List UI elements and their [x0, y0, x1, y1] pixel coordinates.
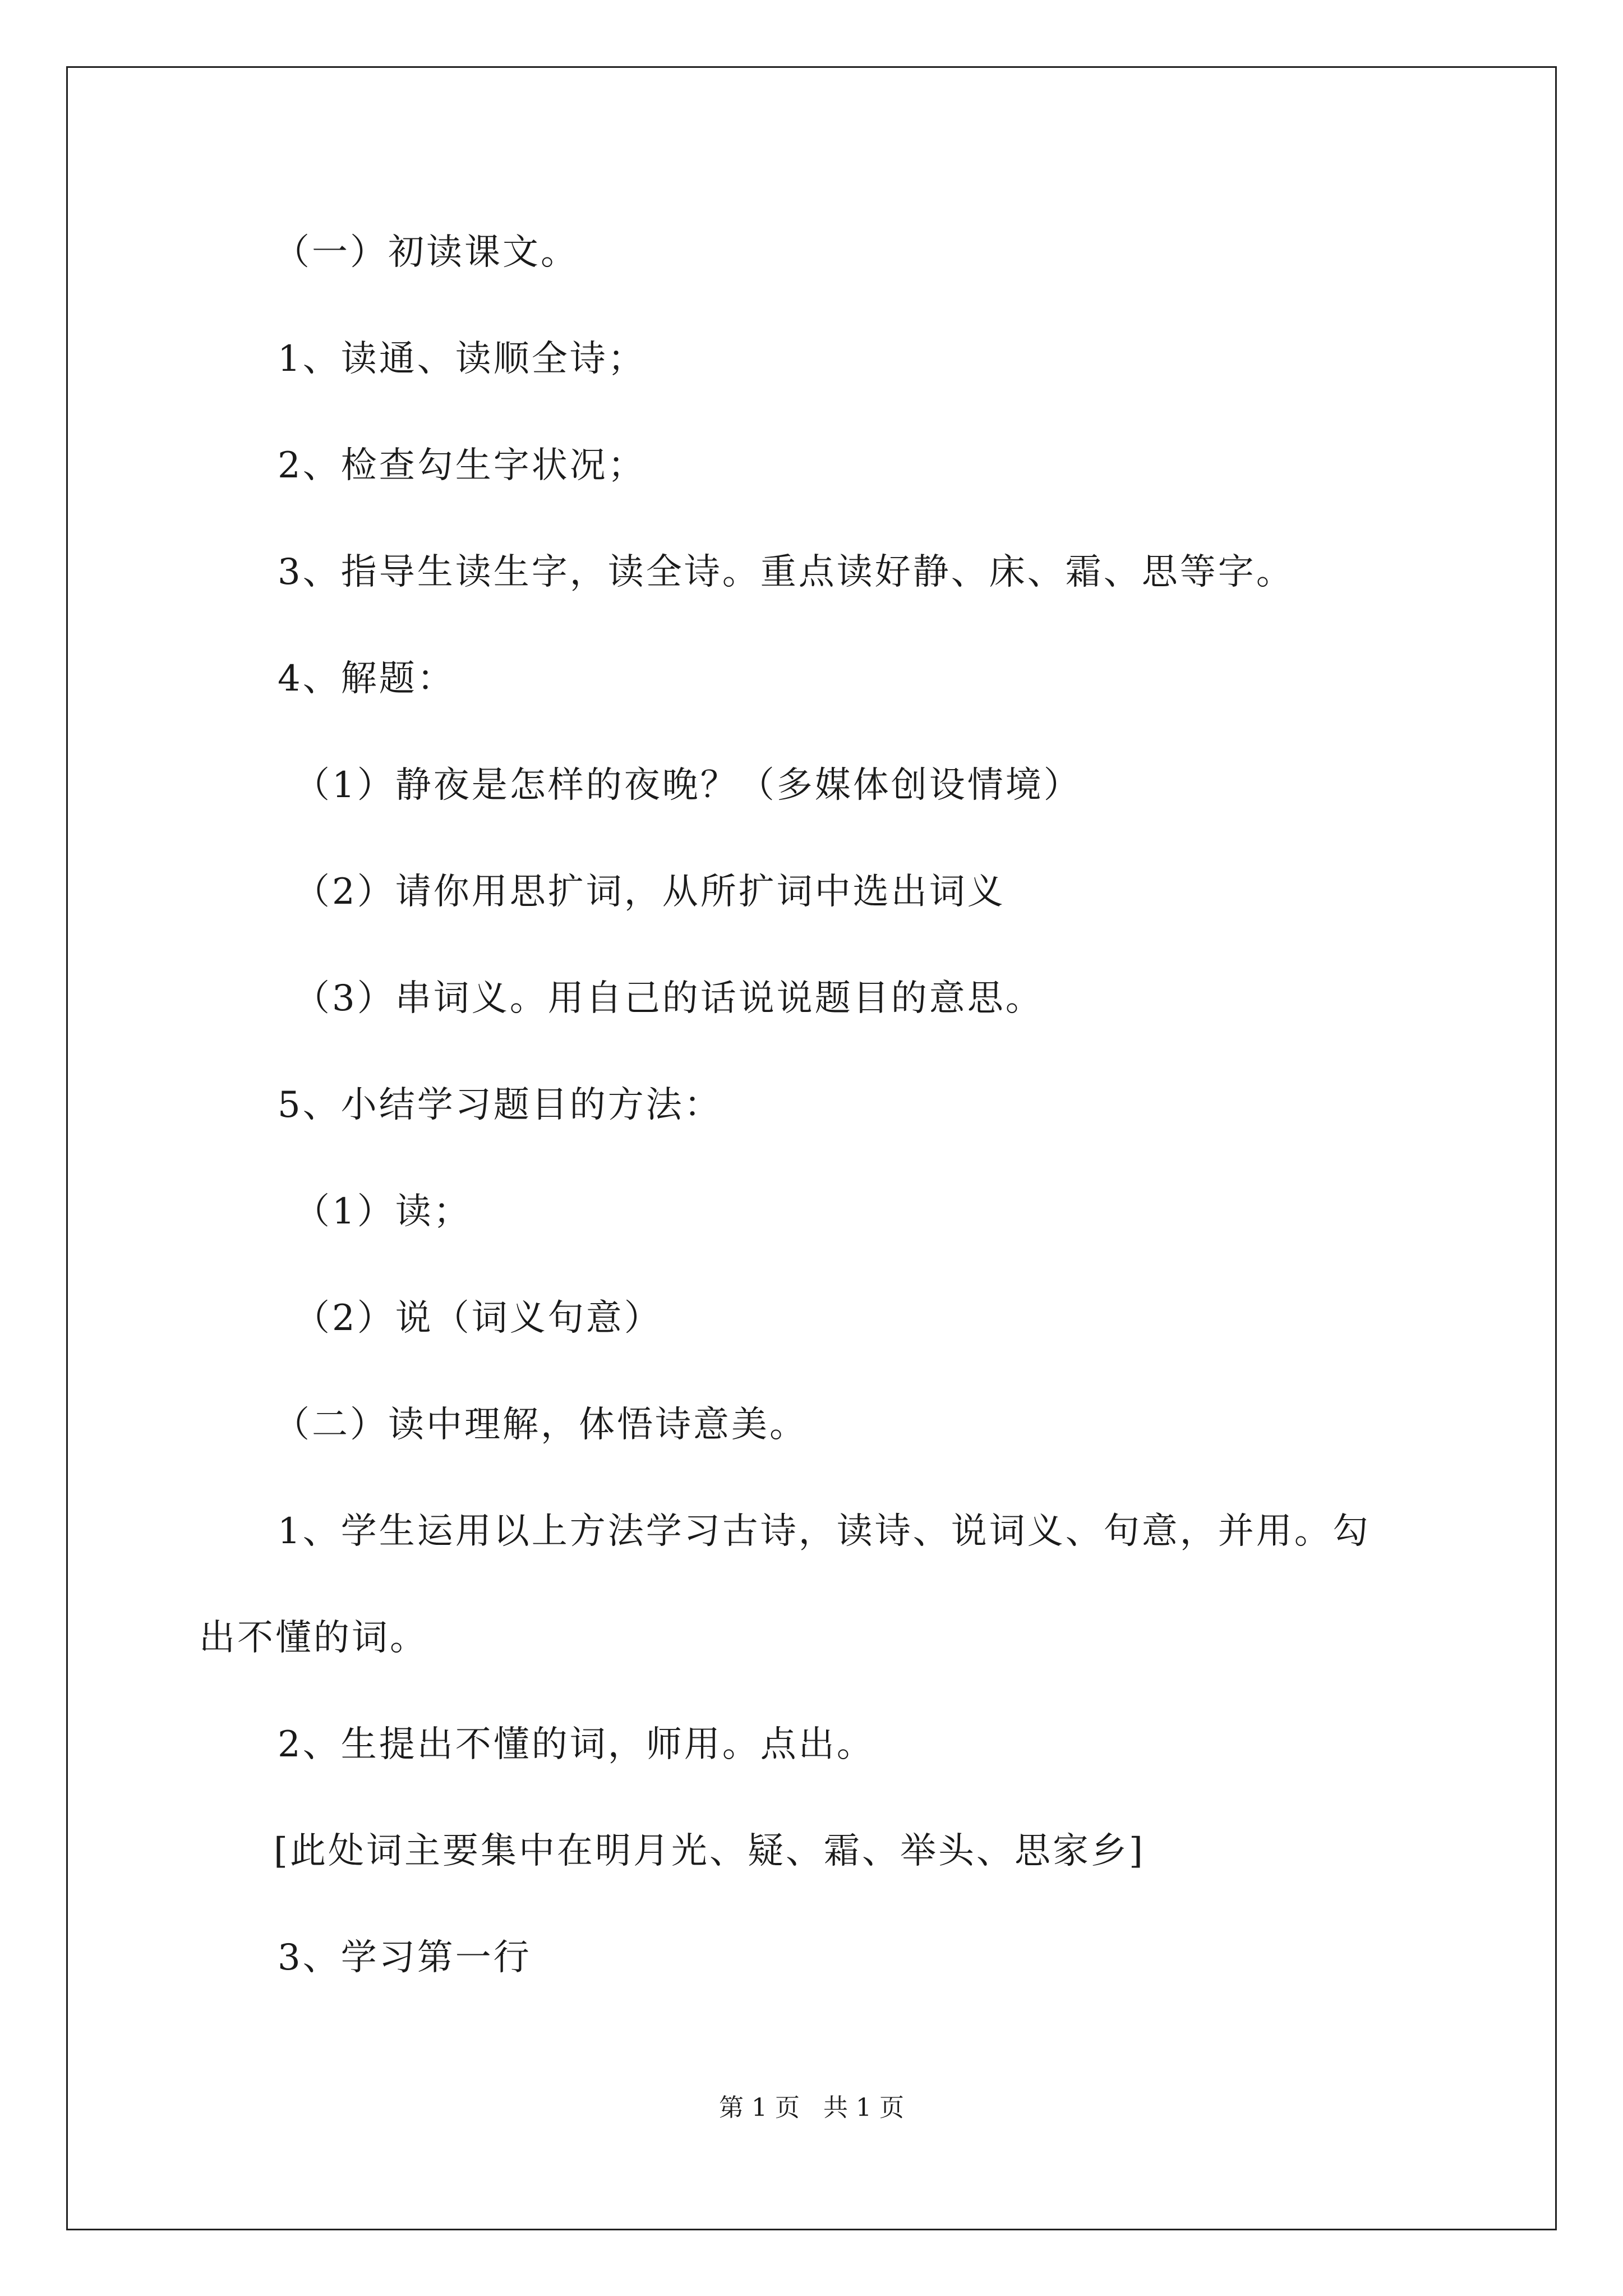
section-heading-reading-comprehension: （二）读中理解，体悟诗意美。	[274, 1404, 808, 1446]
section-heading-first-reading: （一）初读课文。	[274, 232, 579, 273]
list-item: 2、检查勾生字状况；	[278, 445, 646, 486]
list-item: 3、学习第一行	[278, 1937, 532, 1978]
page-number-footer: 第 1 页 共 1 页	[719, 2093, 904, 2122]
bracket-note: [此处词主要集中在明月光、疑、霜、举头、思家乡]	[274, 1830, 1145, 1872]
page-border	[66, 66, 1557, 2230]
list-item: 2、生提出不懂的词，师用。点出。	[278, 1724, 875, 1765]
list-item: 3、指导生读生字，读全诗。重点读好静、床、霜、思等字。	[278, 551, 1294, 593]
sub-list-item: （1）静夜是怎样的夜晚？（多媒体创设情境）	[294, 765, 1082, 806]
list-item: 4、解题：	[278, 658, 455, 700]
list-item: 5、小结学习题目的方法：	[278, 1084, 722, 1126]
sub-list-item: （1）读；	[294, 1191, 472, 1232]
sub-list-item: （2）说（词义句意）	[294, 1297, 662, 1339]
list-item: 1、读通、读顺全诗；	[278, 338, 646, 380]
sub-list-item: （3）串词义。用自己的话说说题目的意思。	[294, 978, 1044, 1019]
list-item-continuation: 出不懂的词。	[199, 1617, 428, 1659]
list-item: 1、学生运用以上方法学习古诗，读诗、说词义、句意，并用。勾	[278, 1511, 1371, 1552]
sub-list-item: （2）请你用思扩词，从所扩词中选出词义	[294, 871, 1006, 913]
